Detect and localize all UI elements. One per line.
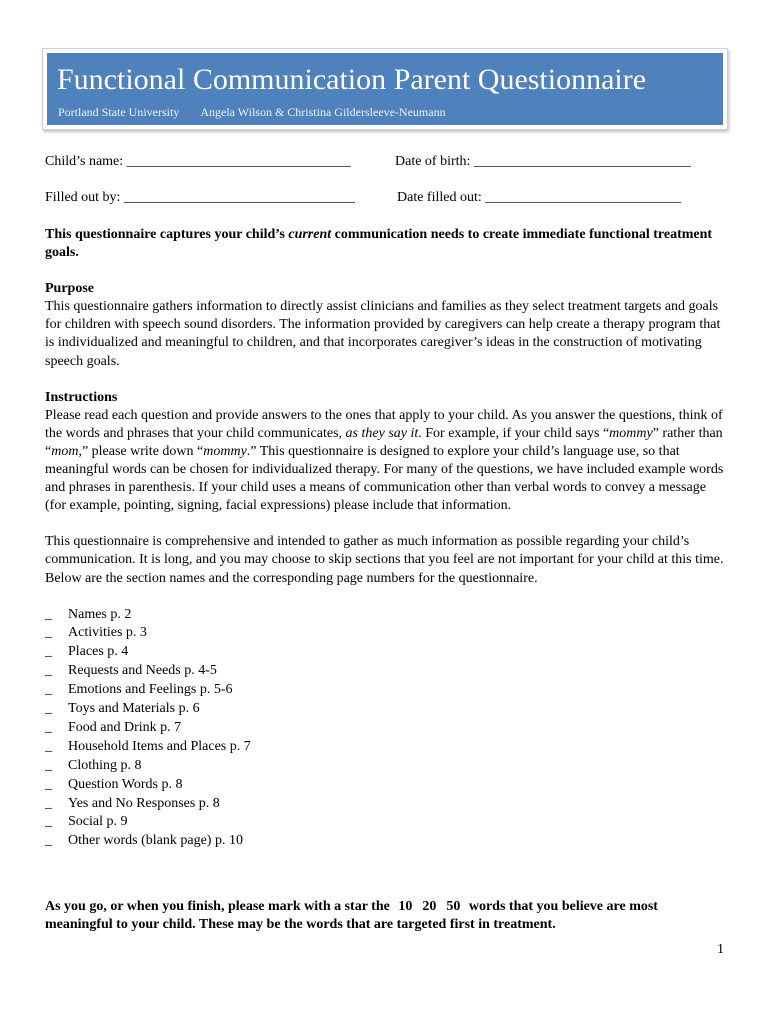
checklist-label: Social p. 9	[68, 814, 128, 830]
checklist-item[interactable]	[45, 606, 725, 625]
filled-by-row	[45, 190, 682, 206]
checklist-label: Yes and No Responses p. 8	[68, 795, 220, 811]
instructions-text: Please read each question and provide answers to the ones that apply to your child. As you answer the questions, think of the words and phrases that your child communicates, as they say it. For example, if your child says “mommy” rather than “mom,” please write down “mommy.” This questionnaire is designed to explore your child’s language use, so that meaningful words can be chosen for individualized therapy. For many of the questions, we have included example words and phrases in parenthesis. If your child uses a means of communication other than verbal words to convey a message (for example, pointing, signing, facial expressions) please include that information.	[45, 407, 724, 514]
checklist-item[interactable]	[45, 624, 725, 643]
checkbox-blank[interactable]: _	[45, 757, 52, 773]
checkbox-blank[interactable]: _	[45, 795, 52, 811]
overview-text: This questionnaire is comprehensive and intended to gather as much information as possible regarding your child’s communication. It is long, and you may choose to skip sections that you feel are not important for your child at this time. Below are the section names and the corresponding page numbers for the questionnaire.	[45, 534, 724, 586]
checklist-label: Names p. 2	[68, 606, 132, 622]
checkbox-blank[interactable]: _	[45, 738, 52, 754]
document-title: Functional Communication Parent Questionnaire	[57, 63, 647, 96]
checkbox-blank[interactable]: _	[45, 682, 52, 698]
checklist-item[interactable]	[45, 700, 725, 719]
checkbox-blank[interactable]: _	[45, 606, 52, 622]
checklist-label: Emotions and Feelings p. 5-6	[68, 682, 233, 698]
checklist-label: Food and Drink p. 7	[68, 719, 182, 735]
checkbox-blank[interactable]: _	[45, 663, 52, 679]
instructions-heading: Instructions	[45, 389, 118, 405]
purpose-text: This questionnaire gathers information to directly assist clinicians and families as they select treatment targets and goals for children with speech sound disorders. The information provided by caregivers can help create a therapy program that is individualized and meaningful to children, and that incorporates caregiver’s ideas in the construction of motivating speech goals.	[45, 299, 721, 369]
checklist-item[interactable]	[45, 662, 725, 681]
closing-instruction: As you go, or when you finish, please mark with a star the 10 20 50 words that you believe are most meaningful to your child. These may be the words that are targeted first in treatment.	[45, 899, 658, 932]
checkbox-blank[interactable]: _	[45, 833, 52, 849]
checklist-label: Clothing p. 8	[68, 757, 142, 773]
star-count-option[interactable]: 20	[422, 899, 437, 914]
purpose-heading: Purpose	[45, 281, 94, 297]
checklist-item[interactable]	[45, 681, 725, 700]
checklist-label: Question Words p. 8	[68, 776, 183, 792]
institution-name: Portland State University	[58, 105, 180, 119]
child-name-field[interactable]: Child’s name: ________________________________	[45, 154, 351, 169]
star-count-options	[393, 899, 465, 914]
checkbox-blank[interactable]: _	[45, 719, 52, 735]
checklist-label: Other words (blank page) p. 10	[68, 833, 243, 849]
checkbox-blank[interactable]: _	[45, 625, 52, 641]
checklist-item[interactable]	[45, 813, 725, 832]
checklist-label: Activities p. 3	[68, 625, 147, 641]
checklist-item[interactable]	[45, 757, 725, 776]
author-names: Angela Wilson & Christina Gildersleeve-Neumann	[200, 105, 446, 119]
checklist-item[interactable]	[45, 738, 725, 757]
checkbox-blank[interactable]: _	[45, 701, 52, 717]
checkbox-blank[interactable]: _	[45, 644, 52, 660]
checklist-item[interactable]	[45, 795, 725, 814]
checkbox-blank[interactable]: _	[45, 776, 52, 792]
star-count-option[interactable]: 50	[446, 899, 461, 914]
checklist-item[interactable]	[45, 719, 725, 738]
intro-statement: This questionnaire captures your child’s current communication needs to create immediate functional treatment goals.	[45, 227, 713, 261]
page-number: 1	[717, 942, 724, 957]
banner-subtitle	[58, 105, 446, 120]
checkbox-blank[interactable]: _	[45, 814, 52, 830]
checklist-item[interactable]	[45, 643, 725, 662]
checklist-label: Places p. 4	[68, 644, 129, 660]
intro-emphasis: current	[288, 227, 332, 242]
filled-by-field[interactable]: Filled out by: _________________________________	[45, 190, 355, 205]
name-dob-row	[45, 154, 691, 170]
dob-field[interactable]: Date of birth: _______________________________	[395, 154, 691, 169]
checklist-label: Toys and Materials p. 6	[68, 701, 200, 717]
date-filled-field[interactable]: Date filled out: ____________________________	[397, 190, 682, 205]
section-checklist	[45, 606, 725, 852]
checklist-label: Requests and Needs p. 4-5	[68, 663, 217, 679]
title-banner-fill	[47, 53, 723, 125]
star-count-option[interactable]: 10	[398, 899, 413, 914]
checklist-item[interactable]	[45, 776, 725, 795]
checklist-item[interactable]	[45, 832, 725, 851]
body-content	[45, 226, 725, 851]
title-banner	[42, 48, 728, 130]
checklist-label: Household Items and Places p. 7	[68, 738, 251, 754]
